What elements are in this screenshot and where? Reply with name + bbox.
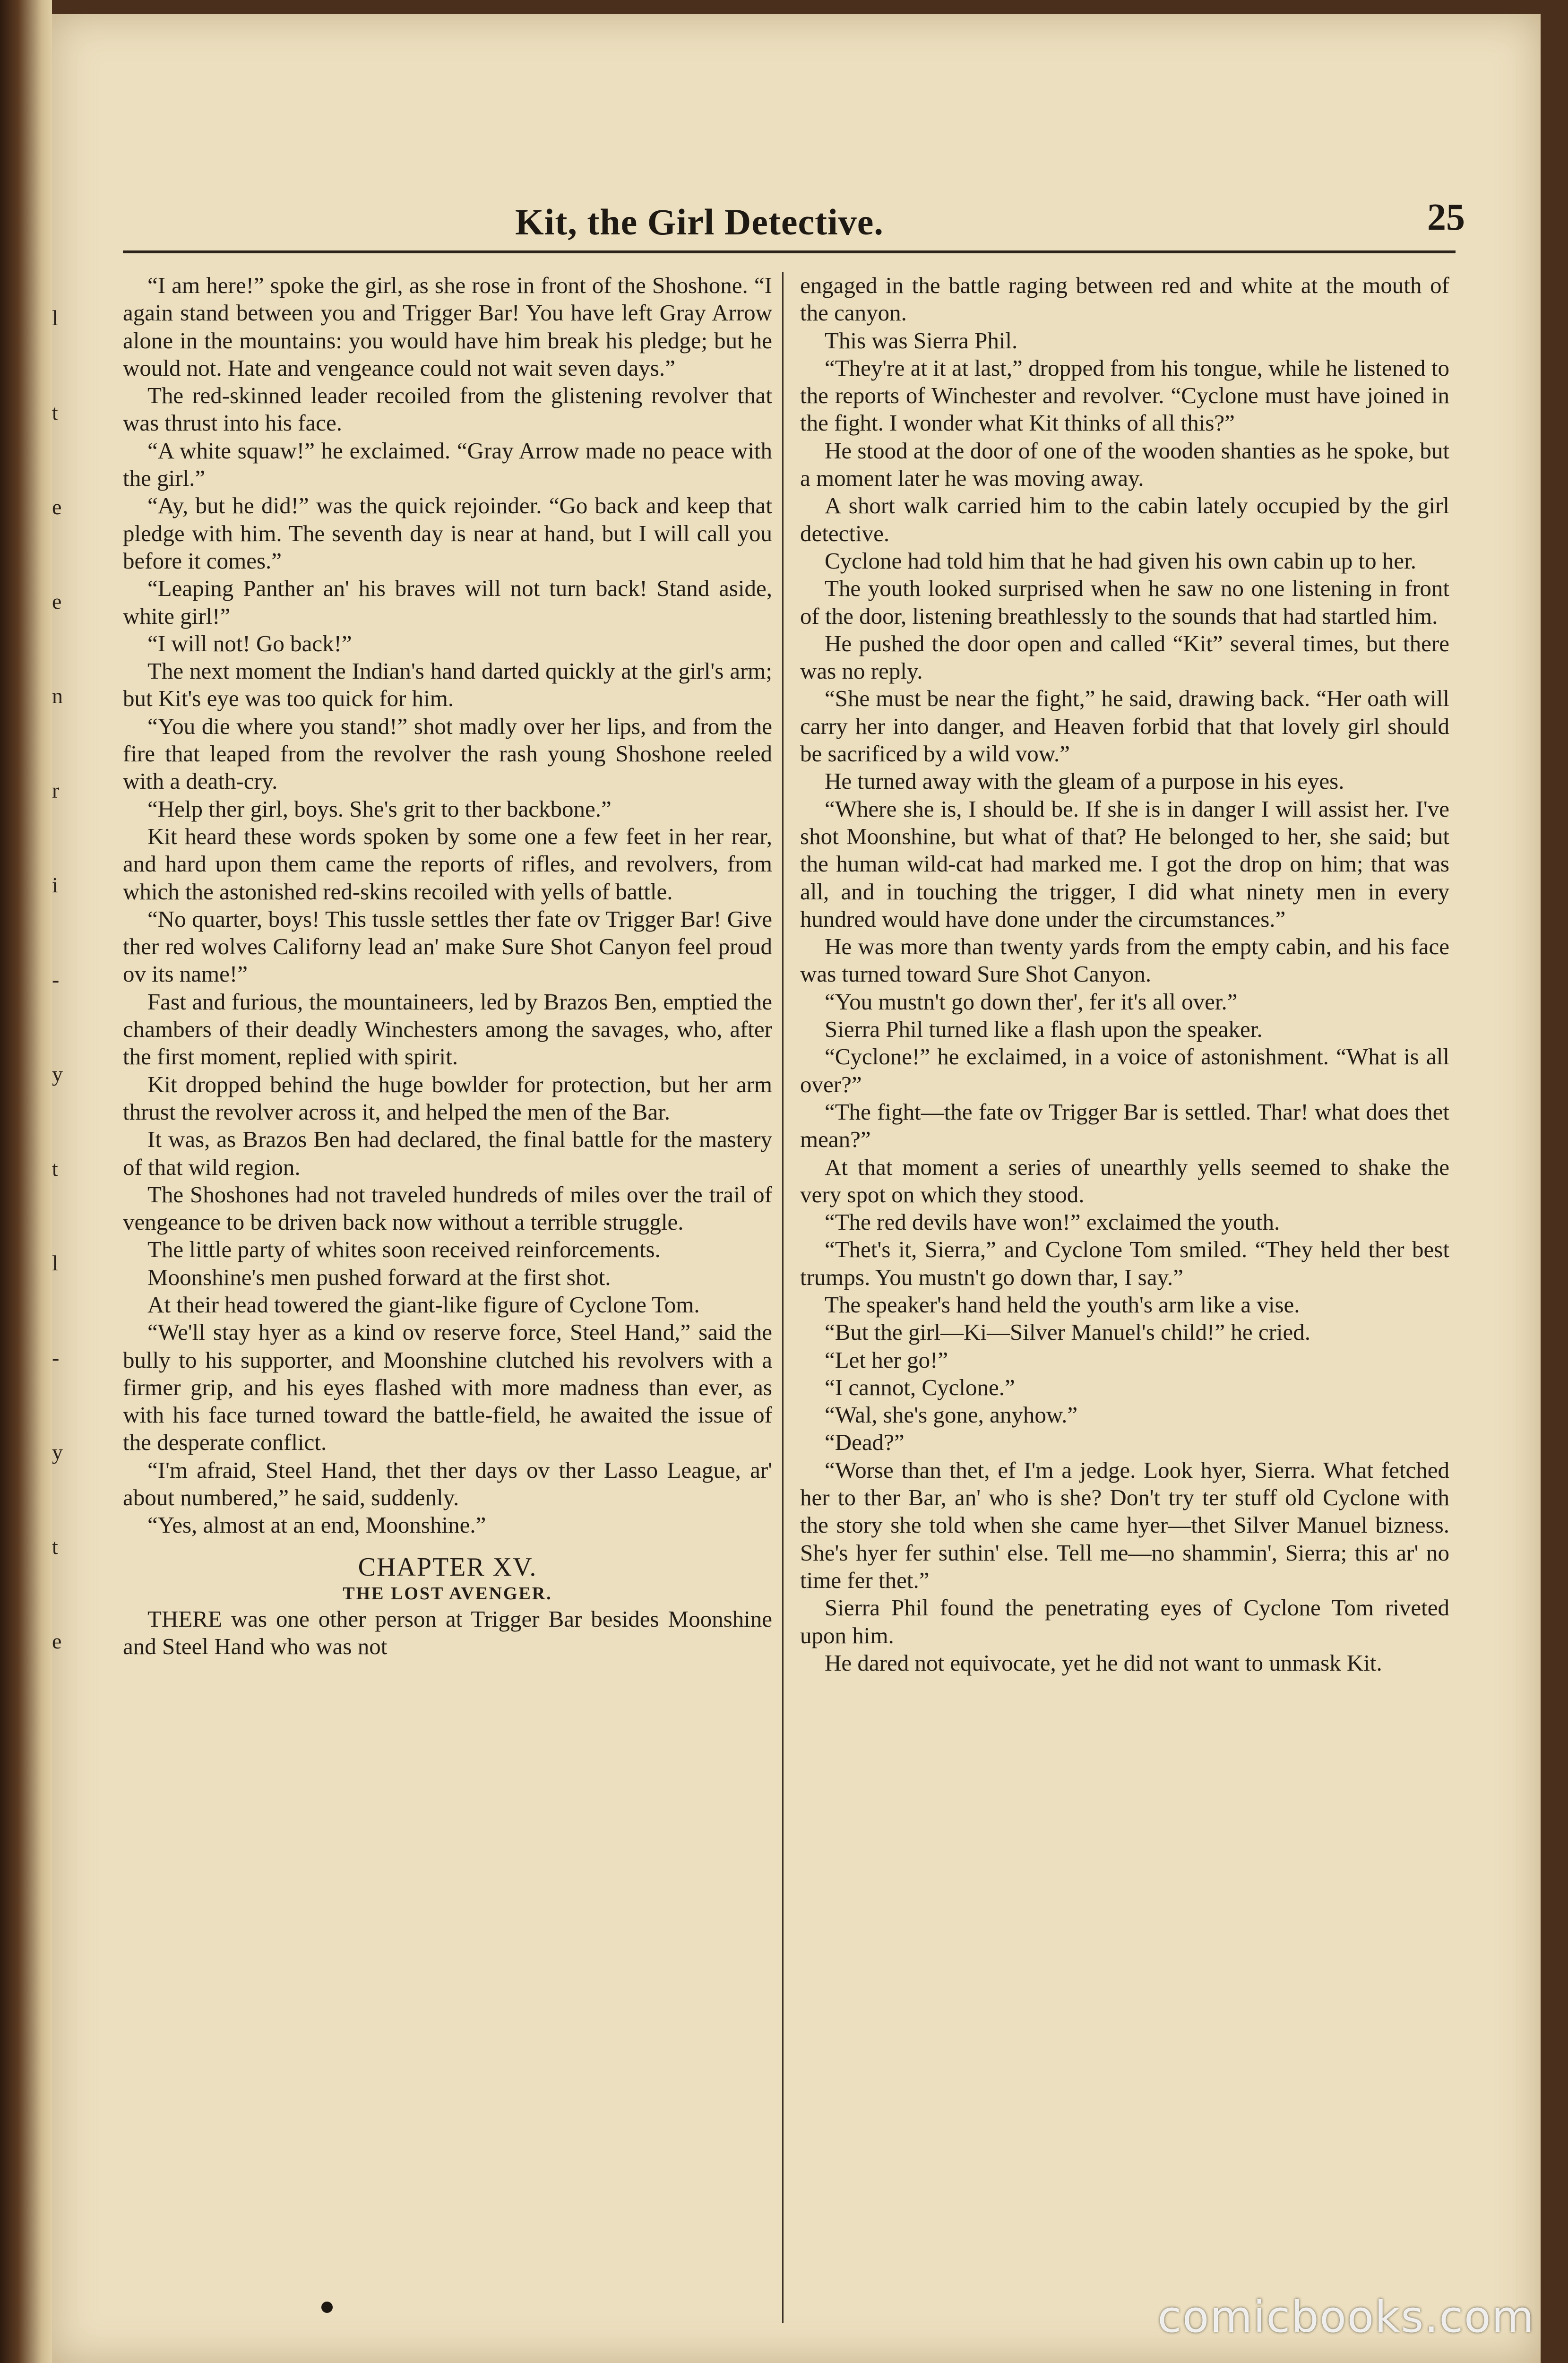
paragraph: “You mustn't go down ther', fer it's all over.” [825, 988, 1238, 1015]
book-page [52, 14, 1541, 2363]
paragraph: “I am here!” spoke the girl, as she rose in front of the Shoshone. “I again stand between you and Trigger Bar! You have left Gray Arrow alone in the mountains: you would have him break his pledge; but he would not. Hate and vengeance could not wait seven days.” [123, 272, 772, 381]
right-column-paragraphs [800, 327, 1449, 1677]
paragraph: “Let her go!” [825, 1346, 948, 1373]
paragraph: “Thet's it, Sierra,” and Cyclone Tom smiled. “They held ther best trumps. You mustn't go down thar, I say.” [800, 1236, 1449, 1290]
margin-fragment: r [52, 778, 60, 802]
page-header [52, 196, 1541, 253]
margin-fragment: n [52, 684, 63, 708]
watermark: comicbooks.com [1157, 2292, 1535, 2342]
paragraph: “Worse than thet, ef I'm a jedge. Look hyer, Sierra. What fetched her to ther Bar, an' who is she? Don't try ter stuff old Cyclone with the story she told when she came hyer—thet Silver Manuel bizness. She's hyer fer suthin' else. Tell me—no shammin', Sierra; this ar' no time fer thet.” [800, 1457, 1449, 1593]
paragraph: Kit dropped behind the huge bowlder for protection, but her arm thrust the revolver across it, and helped the men of the Bar. [123, 1071, 772, 1125]
paragraph: He was more than twenty yards from the empty cabin, and his face was turned toward Sure Shot Canyon. [800, 933, 1449, 987]
margin-fragment: i [52, 873, 58, 897]
right-column [800, 272, 1449, 1677]
left-column [123, 272, 772, 1660]
paragraph: “Where she is, I should be. If she is in danger I will assist her. I've shot Moonshine, but what of that? He belonged to her, she said; but the human wild-cat had marked me. I got the drop on him; that was all, and in touching the trigger, I did what ninety men in every hundred would have done under the circumstances.” [800, 795, 1449, 932]
margin-fragment: - [52, 967, 60, 992]
paragraph: “You die where you stand!” shot madly over her lips, and from the fire that leaped from the revolver the rash young Shoshone reeled with a death-cry. [123, 713, 772, 794]
paragraph: “A white squaw!” he exclaimed. “Gray Arrow made no peace with the girl.” [123, 437, 772, 492]
paragraph: He stood at the door of one of the wooden shanties as he spoke, but a moment later he was moving away. [800, 437, 1449, 492]
margin-fragment: t [52, 400, 58, 424]
margin-fragment: l [52, 1251, 58, 1275]
paragraph: The red-skinned leader recoiled from the glistening revolver that was thrust into his face. [123, 382, 772, 436]
paragraph: He dared not equivocate, yet he did not want to unmask Kit. [825, 1649, 1382, 1676]
paragraph: Kit heard these words spoken by some one a few feet in her rear, and hard upon them came the reports of rifles, and revolvers, from which the astonished red-skins recoiled with yells of battle. [123, 823, 772, 905]
paragraph: At that moment a series of unearthly yells seemed to shake the very spot on which they stood. [800, 1154, 1449, 1207]
paragraph: “I cannot, Cyclone.” [825, 1374, 1015, 1400]
paragraph: The little party of whites soon received reinforcements. [147, 1236, 661, 1263]
paragraph: “Wal, she's gone, anyhow.” [825, 1402, 1078, 1428]
paragraph: It was, as Brazos Ben had declared, the final battle for the mastery of that wild region. [123, 1126, 772, 1180]
paragraph: “We'll stay hyer as a kind ov reserve force, Steel Hand,” said the bully to his supporter, and Moonshine clutched his revolvers with a firmer grip, and his eyes flashed with more madness than ever, as with his face turned toward the battle-field, he awaited the issue of the desperate conflict. [123, 1319, 772, 1456]
paragraph: “I will not! Go back!” [147, 630, 352, 656]
paragraph: “The fight—the fate ov Trigger Bar is settled. Thar! what does thet mean?” [800, 1098, 1449, 1153]
header-rule [123, 250, 1456, 253]
paragraph: “She must be near the fight,” he said, drawing back. “Her oath will carry her into danger, and Heaven forbid that that lovely girl should be sacrificed by a wild vow.” [800, 685, 1449, 767]
paragraph: Moonshine's men pushed forward at the first shot. [147, 1264, 611, 1290]
paragraph: Sierra Phil found the penetrating eyes of Cyclone Tom riveted upon him. [800, 1595, 1449, 1648]
margin-fragment: e [52, 1629, 62, 1653]
margin-fragment: t [52, 1535, 58, 1559]
paragraph: The next moment the Indian's hand darted quickly at the girl's arm; but Kit's eye was too quick for him. [123, 658, 772, 712]
paragraph: “No quarter, boys! This tussle settles ther fate ov Trigger Bar! Give ther red wolves Californy lead an' make Sure Shot Canyon feel proud ov its name!” [123, 906, 772, 987]
paragraph: The speaker's hand held the youth's arm like a vise. [825, 1291, 1300, 1318]
page-number: 25 [1427, 197, 1465, 238]
continued-paragraph: engaged in the battle raging between red and white at the mouth of the canyon. [800, 272, 1449, 326]
margin-fragment: - [52, 1345, 60, 1370]
chapter-paragraphs [123, 1605, 772, 1661]
paragraph: The youth looked surprised when he saw no one listening in front of the door, listening breathlessly to the sounds that had startled him. [800, 575, 1449, 629]
margin-fragment: e [52, 589, 62, 613]
paragraph: Fast and furious, the mountaineers, led by Brazos Ben, emptied the chambers of their deadly Winchesters among the savages, who, after the first moment, replied with spirit. [123, 988, 772, 1070]
paragraph: “Yes, almost at an end, Moonshine.” [147, 1512, 486, 1538]
paragraph: “They're at it at last,” dropped from his tongue, while he listened to the reports of Winchester and revolver. “Cyclone must have joined in the fight. I wonder what Kit thinks of all this?” [800, 354, 1449, 436]
paragraph: THERE was one other person at Trigger Bar besides Moonshine and Steel Hand who was not [123, 1605, 772, 1659]
paragraph: A short walk carried him to the cabin lately occupied by the girl detective. [800, 492, 1449, 546]
paragraph: “But the girl—Ki—Silver Manuel's child!” he cried. [825, 1319, 1311, 1345]
previous-page-edge [0, 0, 52, 2363]
paragraph: He turned away with the gleam of a purpose in his eyes. [825, 768, 1344, 794]
paragraph: The Shoshones had not traveled hundreds of miles over the trail of vengeance to be driven back now without a terrible struggle. [123, 1181, 772, 1235]
paragraph: At their head towered the giant-like figure of Cyclone Tom. [147, 1291, 700, 1318]
chapter-title: CHAPTER XV. [358, 1552, 537, 1582]
margin-fragment: e [52, 495, 62, 519]
column-divider [782, 272, 784, 2323]
margin-fragment: l [52, 306, 58, 330]
margin-fragment: y [52, 1440, 63, 1464]
paragraph: “Dead?” [825, 1429, 905, 1456]
left-column-paragraphs [123, 272, 772, 1539]
margin-fragment: t [52, 1156, 58, 1181]
paragraph: “Help ther girl, boys. She's grit to ther backbone.” [147, 795, 612, 822]
paragraph: Cyclone had told him that he had given his own cabin up to her. [825, 547, 1416, 574]
paragraph: This was Sierra Phil. [825, 327, 1018, 354]
paragraph: Sierra Phil turned like a flash upon the speaker. [825, 1016, 1263, 1043]
page-mark-dot [321, 2302, 333, 2313]
paragraph: “The red devils have won!” exclaimed the youth. [825, 1209, 1280, 1235]
paragraph: He pushed the door open and called “Kit” several times, but there was no reply. [800, 630, 1449, 684]
paragraph: “Ay, but he did!” was the quick rejoinder. “Go back and keep that pledge with him. The seventh day is near at hand, but I will call you before it comes.” [123, 492, 772, 574]
paragraph: “Cyclone!” he exclaimed, in a voice of astonishment. “What is all over?” [800, 1044, 1449, 1097]
paragraph: “Leaping Panther an' his braves will not turn back! Stand aside, white girl!” [123, 575, 772, 629]
running-title: Kit, the Girl Detective. [515, 201, 884, 242]
chapter-subtitle: THE LOST AVENGER. [343, 1583, 552, 1604]
margin-fragment: y [52, 1062, 63, 1086]
paragraph: “I'm afraid, Steel Hand, thet ther days ov ther Lasso League, ar' about numbered,” he said, suddenly. [123, 1457, 772, 1511]
